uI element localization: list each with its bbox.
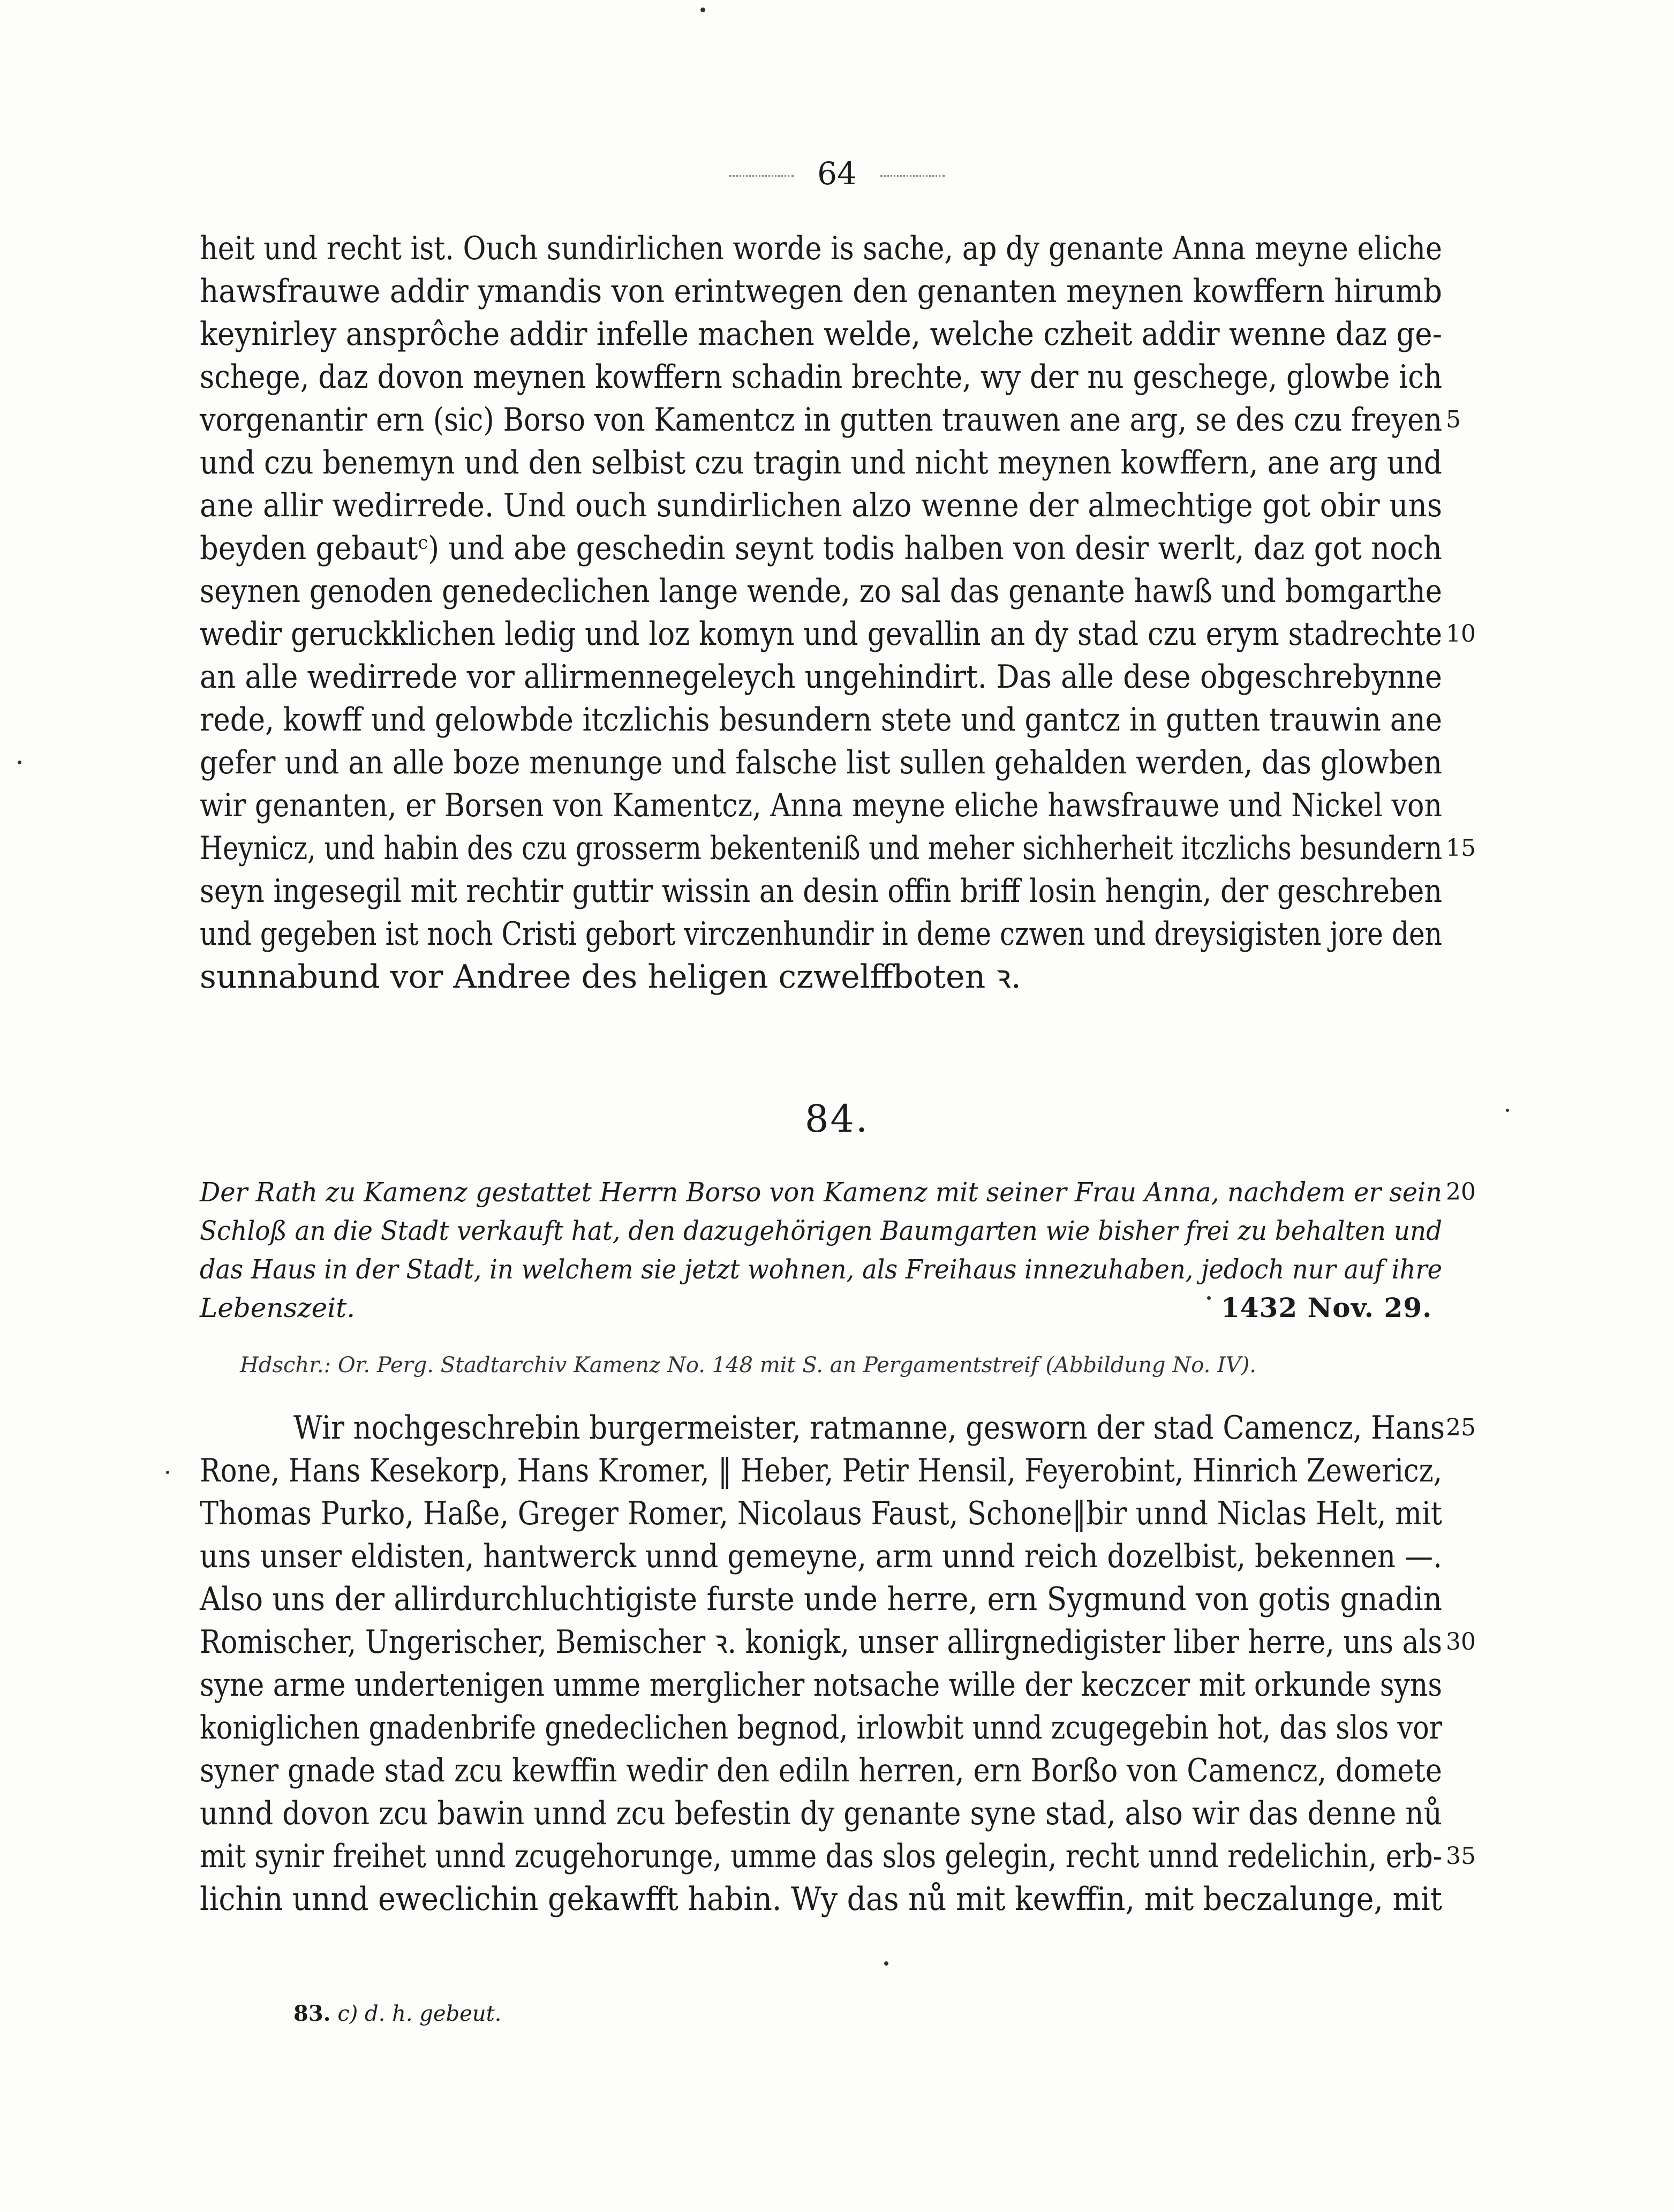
regest-line: Der Rath zu Kamenz gestattet Herrn Borso von Kamenz mit seiner Frau Anna, nachdem er sein [200, 1177, 1442, 1208]
source-note: Hdschr.: Or. Perg. Stadtarchiv Kamenz No. 148 mit S. an Pergamentstreif (Abbildung No. IV). [240, 1353, 1257, 1378]
text-line: wedir geruckklichen ledig und loz komyn und gevallin an dy stad czu erym stadrechte [200, 615, 1442, 653]
text-line: wir genanten, er Borsen von Kamentcz, Anna meyne eliche hawsfrauwe und Nickel von [200, 787, 1442, 824]
body-line: unnd dovon zcu bawin unnd zcu befestin dy genante syne stad, also wir das denne nů [200, 1795, 1442, 1832]
document-number: 84. [804, 1097, 870, 1141]
text-line: an alle wedirrede vor allirmennegeleych ungehindirt. Das alle dese obgeschrebynne [200, 658, 1442, 696]
line-number: 35 [1446, 1842, 1476, 1870]
body-line: syner gnade stad zcu kewffin wedir den ediln herren, ern Borßo von Camencz, domete [200, 1752, 1442, 1789]
line-number: 30 [1446, 1628, 1476, 1656]
regest-line: das Haus in der Stadt, in welchem sie jetzt wohnen, als Freihaus innezuhaben, jedoch nur auf ihre [200, 1254, 1442, 1285]
page-number-text: 64 [817, 155, 857, 192]
text-line: vorgenantir ern (sic) Borso von Kamentcz in gutten trauwen ane arg, se des czu freyen [200, 401, 1442, 439]
line-number: 15 [1446, 834, 1476, 862]
text-line: seynen genoden genedeclichen lange wende, zo sal das genante hawß und bomgarthe [200, 573, 1442, 610]
text-line: Heynicz, und habin des czu grosserm bekenteniß und meher sichherheit itczlichs besundern [200, 830, 1442, 867]
line-number: 10 [1446, 620, 1476, 648]
scan-speck [1506, 1109, 1509, 1112]
text-line: und czu benemyn und den selbist czu tragin und nicht meynen kowffern, ane arg und [200, 444, 1442, 481]
document-date: 1432 Nov. 29. [1221, 1292, 1432, 1323]
scan-speck [18, 761, 21, 764]
page-number [0, 155, 1674, 192]
page-number-right-rule [880, 175, 945, 177]
line-number: 20 [1446, 1178, 1476, 1206]
scan-speck [1207, 1296, 1211, 1300]
body-line: Romischer, Ungerischer, Bemischer ꝛ. konigk, unser allirgnedigister liber herre, uns als [200, 1623, 1442, 1661]
body-line: Wir nochgeschrebin burgermeister, ratmanne, gesworn der stad Camencz, Hans [293, 1409, 1445, 1447]
regest-line: Schloß an die Stadt verkauft hat, den dazugehörigen Baumgarten wie bisher frei zu behalten und [200, 1215, 1442, 1246]
scan-speck [700, 7, 705, 12]
line-number: 5 [1446, 406, 1461, 433]
body-line: lichin unnd eweclichin gekawfft habin. Wy das nů mit kewffin, mit beczalunge, mit [200, 1880, 1442, 1918]
body-line: Thomas Purko, Haße, Greger Romer, Nicolaus Faust, Schone‖bir unnd Niclas Helt, mit [200, 1495, 1442, 1532]
scan-speck [166, 1471, 169, 1474]
text-line: rede, kowff und gelowbde itczlichis besundern stete und gantcz in gutten trauwin ane [200, 701, 1442, 739]
footnote-number: 83. [293, 2001, 331, 2026]
text-line: seyn ingesegil mit rechtir guttir wissin an desin offin briff losin hengin, der geschreben [200, 872, 1442, 910]
body-line: Rone, Hans Kesekorp, Hans Kromer, ‖ Heber, Petir Hensil, Feyerobint, Hinrich Zewericz, [200, 1452, 1442, 1489]
page-number-left-rule [729, 175, 794, 177]
body-line: uns unser eldisten, hantwerck unnd gemeyne, arm unnd reich dozelbist, bekennen —. [200, 1538, 1442, 1575]
body-line: syne arme undertenigen umme merglicher notsache wille der keczcer mit orkunde syns [200, 1666, 1442, 1704]
text-line: gefer und an alle boze menunge und falsche list sullen gehalden werden, das glowben [200, 744, 1442, 781]
text-line: beyden gebautᶜ) und abe geschedin seynt todis halben von desir werlt, daz got noch [200, 530, 1442, 567]
line-number: 25 [1446, 1414, 1476, 1441]
text-line: sunnabund vor Andree des heligen czwelffboten ꝛ. [200, 958, 1021, 996]
text-line: keynirley ansprôche addir infelle machen welde, welche czheit addir wenne daz ge- [200, 315, 1442, 353]
footnote-text: c) d. h. gebeut. [337, 2002, 502, 2026]
footnote [293, 1998, 501, 2030]
text-line: heit und recht ist. Ouch sundirlichen worde is sache, ap dy genante Anna meyne eliche [200, 230, 1442, 267]
text-line: schege, daz dovon meynen kowffern schadin brechte, wy der nu geschege, glowbe ich [200, 358, 1442, 396]
scan-speck [884, 1961, 888, 1966]
text-line: ane allir wedirrede. Und ouch sundirlichen alzo wenne der almechtige got obir uns [200, 487, 1442, 524]
body-line: mit synir freihet unnd zcugehorunge, umme das slos gelegin, recht unnd redelichin, erb- [200, 1838, 1442, 1875]
text-line: und gegeben ist noch Cristi gebort virczenhundir in deme czwen und dreysigisten jore den [200, 915, 1442, 953]
body-line: koniglichen gnadenbrife gnedeclichen begnod, irlowbit unnd zcugegebin hot, das slos vor [200, 1709, 1442, 1747]
text-line: hawsfrauwe addir ymandis von erintwegen den genanten meynen kowffern hirumb [200, 273, 1442, 310]
regest-line: Lebenszeit. [200, 1292, 356, 1323]
body-line: Also uns der allirdurchluchtigiste furste unde herre, ern Sygmund von gotis gnadin [200, 1581, 1442, 1618]
